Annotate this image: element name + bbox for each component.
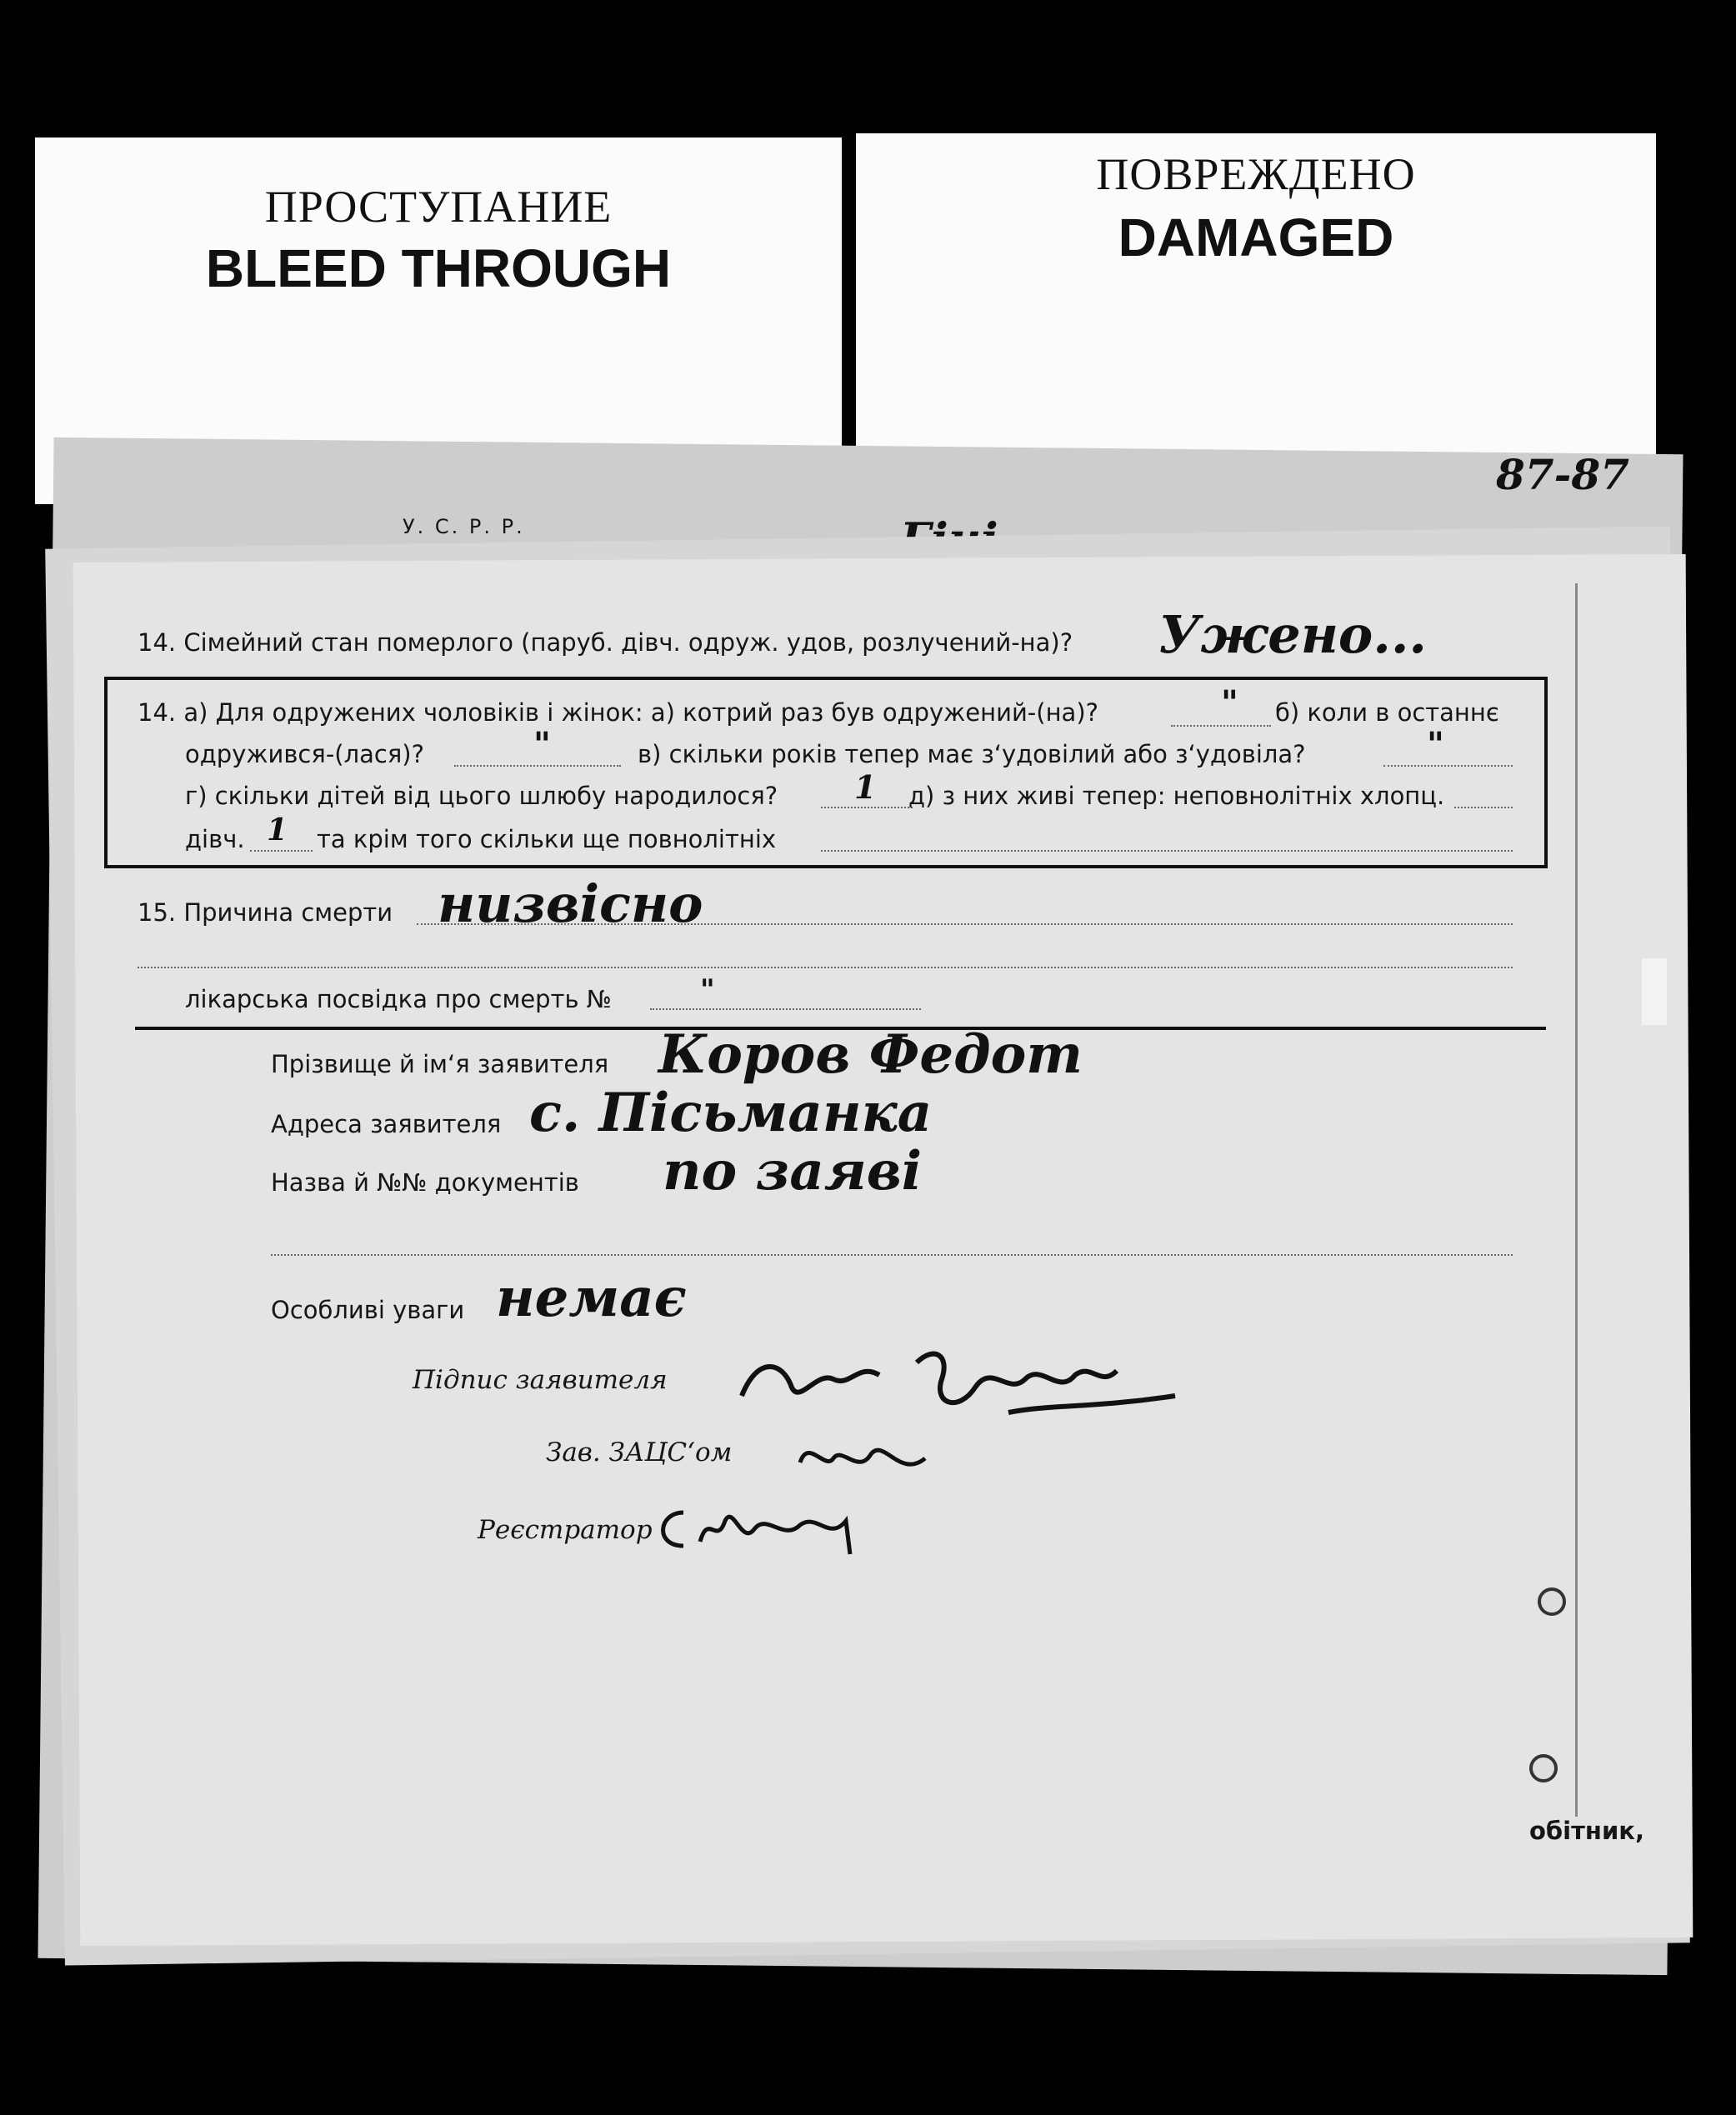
- card-label-ru: ПОВРЕЖДЕНО: [1096, 149, 1416, 199]
- documents-value: по заяві: [663, 1140, 923, 1202]
- dotted-line: [1171, 725, 1271, 727]
- card-label-en: DAMAGED: [1118, 208, 1394, 268]
- children-born-label: г) скільки дітей від цього шлюбу народилося?: [185, 782, 778, 810]
- marital-status-label: 14. Сімейний стан померлого (паруб. дівч. одруж. удов, розлучений-на)?: [138, 628, 1073, 657]
- cause-of-death-value: низвісно: [438, 873, 703, 934]
- dotted-line: [138, 967, 1513, 968]
- cause-of-death-label: 15. Причина смерти: [138, 898, 393, 927]
- dotted-line: [1454, 807, 1513, 808]
- notes-value: немає: [496, 1267, 687, 1329]
- adults-label: та крім того скільки ще повнолітніх: [317, 825, 777, 853]
- applicant-address-label: Адреса заявителя: [271, 1110, 502, 1138]
- times-married-value: ": [1221, 683, 1238, 722]
- applicant-name-value: Коров Федот: [658, 1023, 1083, 1086]
- dotted-line: [454, 765, 621, 767]
- living-boys-label: д) з них живі тепер: неповнолітніх хлопц.: [908, 782, 1445, 810]
- girls-label: дівч.: [185, 825, 245, 853]
- head-of-registry-label: Зав. ЗАЦС‘ом: [546, 1438, 733, 1468]
- dotted-line: [1383, 765, 1513, 767]
- applicant-address-value: с. Пісьманка: [529, 1082, 933, 1144]
- dotted-line: [271, 1254, 1513, 1256]
- medical-certificate-label: лікарська посвідка про смерть №: [185, 985, 612, 1013]
- head-signature: [792, 1429, 933, 1488]
- card-label-ru: ПРОСТУПАНИЕ: [264, 182, 613, 232]
- registrar-label: Реєстратор: [478, 1515, 653, 1545]
- widowed-years-value: ": [1427, 725, 1444, 764]
- binder-hole: [1538, 1588, 1566, 1616]
- married-when-label: одружився-(лася)?: [185, 740, 424, 768]
- girls-value: 1: [267, 812, 288, 848]
- children-born-value: 1: [854, 768, 877, 806]
- card-label-en: BLEED THROUGH: [205, 238, 672, 298]
- widowed-years-label: в) скільки років тепер має з‘удовілий або з‘удовіла?: [638, 740, 1306, 768]
- dotted-line: [821, 807, 913, 808]
- notes-label: Особливі уваги: [271, 1296, 465, 1324]
- dotted-line: [417, 923, 1513, 925]
- dotted-line: [821, 850, 1513, 852]
- applicant-signature: [733, 1338, 1200, 1429]
- documents-label: Назва й №№ документів: [271, 1168, 579, 1197]
- binder-hole: [1529, 1754, 1558, 1782]
- medical-certificate-value: ": [700, 973, 715, 1007]
- damaged-card: [856, 133, 1656, 467]
- back-page-header: У. С. Р. Р.: [403, 515, 525, 538]
- applicant-name-label: Прізвище й ім‘я заявителя: [271, 1050, 609, 1078]
- corner-number: 87-87: [1496, 450, 1629, 499]
- marital-status-value: Ужено...: [1158, 604, 1428, 665]
- applicant-signature-label: Підпис заявителя: [413, 1365, 668, 1395]
- registrar-signature: [650, 1496, 875, 1562]
- dotted-line: [250, 850, 313, 852]
- times-married-label: 14. а) Для одружених чоловіків і жінок: а) котрий раз був одружений-(на)?: [138, 698, 1099, 727]
- dotted-line: [650, 1008, 921, 1010]
- married-when-value: ": [533, 725, 551, 764]
- last-married-label: б) коли в останнє: [1275, 698, 1499, 727]
- back-page-fragment: обітник,: [1529, 1817, 1644, 1845]
- paper-tear: [1642, 958, 1667, 1025]
- page-margin-line: [1575, 583, 1578, 1817]
